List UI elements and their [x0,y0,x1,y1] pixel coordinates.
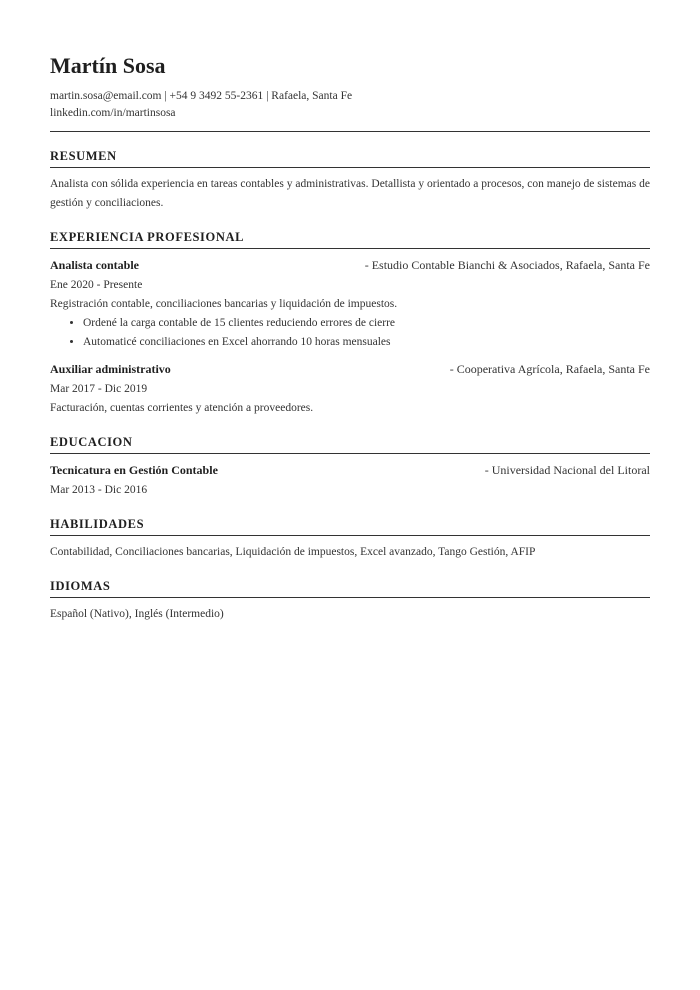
skills-list: Contabilidad, Conciliaciones bancarias, Liquidación de impuestos, Excel avanzado, Tango Gestión, AFIP [50,546,536,558]
linkedin-url: linkedin.com/in/martinsosa [50,107,176,119]
header-divider [50,131,650,132]
section-title-skills: HABILIDADES [50,516,650,536]
section-languages [50,578,650,624]
institution: - Universidad Nacional del Litoral [484,463,650,477]
candidate-name: Martín Sosa [50,53,166,78]
degree-title: Tecnicatura en Gestión Contable [50,463,218,477]
job-description: Facturación, cuentas corrientes y atención a proveedores. [50,402,314,414]
education-dates: Mar 2013 - Dic 2016 [50,484,148,496]
job-dates: Mar 2017 - Dic 2019 [50,383,148,395]
job-description: Registración contable, conciliaciones bancarias y liquidación de impuestos. [50,298,398,310]
section-title-experience: EXPERIENCIA PROFESIONAL [50,229,650,249]
achievement-list [50,314,650,352]
section-summary [50,148,650,213]
section-title-summary: RESUMEN [50,148,650,168]
section-experience [50,229,650,418]
contact-info: martin.sosa@email.com | +54 9 3492 55-2361 | Rafaela, Santa Fe [50,90,353,102]
job-title: Auxiliar administrativo [50,362,171,376]
section-education [50,434,650,500]
employer: - Cooperativa Agrícola, Rafaela, Santa Fe [449,362,650,376]
experience-entry-header [50,256,650,274]
job-title: Analista contable [50,258,140,272]
summary-text: Analista con sólida experiencia en tareas contables y administrativas. Detallista y orientado a procesos, con manejo de sistemas de gestión y conciliaciones. [50,178,650,209]
education-entry [50,461,650,500]
experience-entry [50,256,650,352]
employer: - Estudio Contable Bianchi & Asociados, Rafaela, Santa Fe [364,258,650,272]
section-title-education: EDUCACION [50,434,650,454]
experience-entry-header [50,360,650,378]
education-entry-header [50,461,650,479]
resume-header [50,53,650,132]
achievement-item: • Ordené la carga contable de 15 clientes reduciendo errores de cierre [83,314,650,333]
section-skills [50,516,650,562]
achievement-item: • Automaticé conciliaciones en Excel ahorrando 10 horas mensuales [83,333,650,352]
languages-list: Español (Nativo), Inglés (Intermedio) [50,608,224,620]
experience-entry [50,360,650,418]
section-title-languages: IDIOMAS [50,578,650,598]
job-dates: Ene 2020 - Presente [50,279,143,291]
